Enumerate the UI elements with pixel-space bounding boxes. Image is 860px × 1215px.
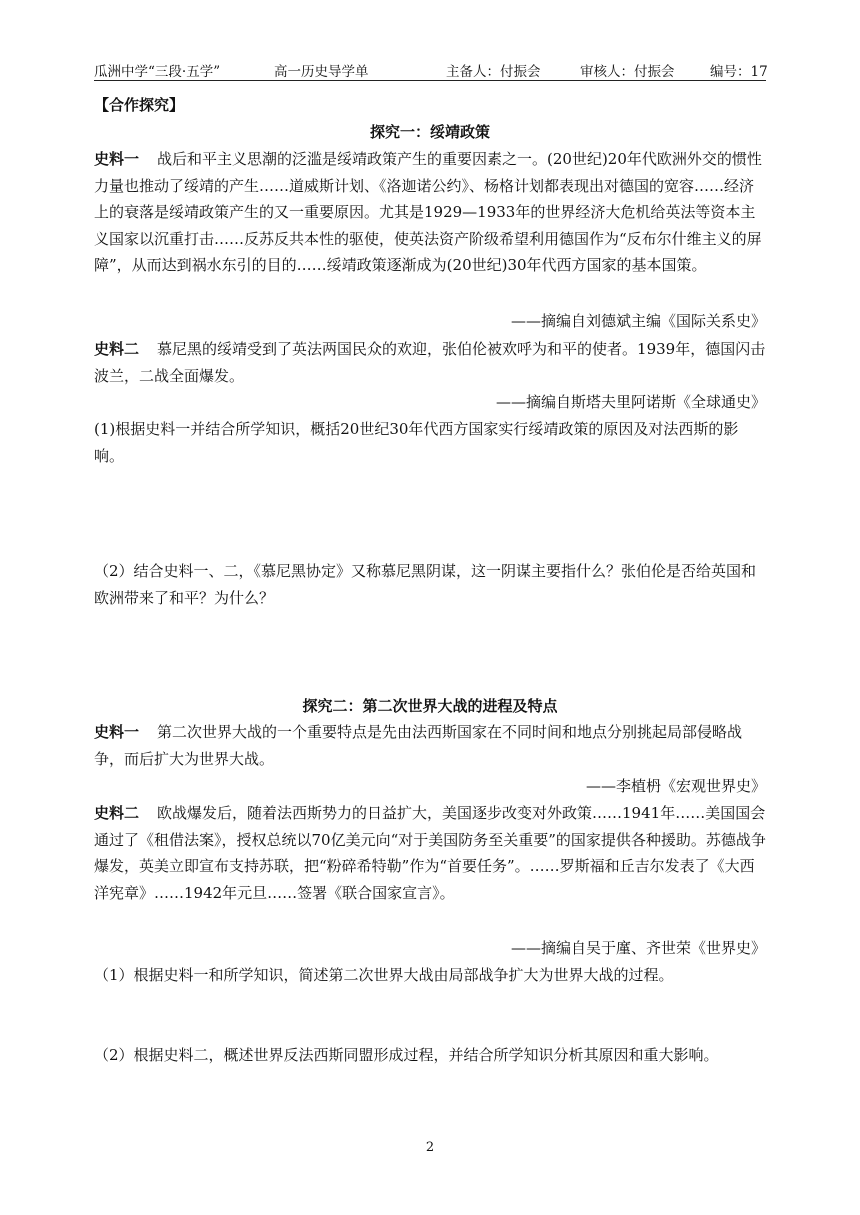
- inquiry1-source1-text: 战后和平主义思潮的泛滥是绥靖政策产生的重要因素之一。(20世纪)20年代欧洲外交的惯性力量也推动了绥靖的产生……道威斯计划、《洛迦诺公约》、杨格计划都表现出对德国的宽容……经济上的衰落是绥靖政策产生的又一重要原因。尤其是1929—1933年的世界经济大危机给英法等资本主义国家以沉重打击……反苏反共本性的驱使，使英法资产阶级希望利用德国作为“反布尔什维主义的屏障”，从而达到祸水东引的目的……绥靖政策逐渐成为(20世纪)30年代西方国家的基本国策。: [94, 150, 762, 274]
- inquiry2-source2-citation: ——摘编自吴于廑、齐世荣《世界史》: [510, 939, 766, 957]
- inquiry1-source1-citation: ——摘编自刘德斌主编《国际关系史》: [510, 312, 766, 330]
- inquiry2-source1-text: 第二次世界大战的一个重要特点是先由法西斯国家在不同时间和地点分别挑起局部侵略战争，而后扩大为世界大战。: [94, 723, 743, 768]
- header-preparer: 主备人：付振会: [446, 64, 541, 80]
- inquiry2-source2-label: 史料二: [94, 804, 140, 822]
- header-school: 瓜洲中学“三段·五学”: [94, 64, 221, 80]
- page-number: 2: [425, 1140, 435, 1155]
- header-reviewer: 审核人：付振会: [580, 64, 675, 80]
- inquiry2-source1: [94, 719, 766, 772]
- inquiry2-question2: （2）根据史料二，概述世界反法西斯同盟形成过程，并结合所学知识分析其原因和重大影响。: [94, 1046, 719, 1064]
- inquiry1-source2: [94, 336, 766, 389]
- inquiry1-question1: (1)根据史料一并结合所学知识，概括20世纪30年代西方国家实行绥靖政策的原因及对法西斯的影响。: [94, 420, 739, 465]
- inquiry2-question1: （1）根据史料一和所学知识，简述第二次世界大战由局部战争扩大为世界大战的过程。: [94, 966, 674, 984]
- inquiry1-question2: （2）结合史料一、二，《慕尼黑协定》又称慕尼黑阴谋，这一阴谋主要指什么？张伯伦是否给英国和欧洲带来了和平？为什么？: [94, 562, 757, 607]
- inquiry2-title: 探究二：第二次世界大战的进程及特点: [302, 697, 558, 715]
- header-course: 高一历史导学单: [274, 64, 369, 80]
- inquiry2-source2: [94, 800, 766, 906]
- inquiry1-title: 探究一：绥靖政策: [369, 123, 490, 141]
- header-divider: [94, 80, 766, 81]
- inquiry1-source1-label: 史料一: [94, 150, 140, 168]
- inquiry2-source1-citation: ——李植枬《宏观世界史》: [585, 777, 766, 795]
- inquiry1-source2-label: 史料二: [94, 340, 140, 358]
- section-heading: 【合作探究】: [94, 96, 185, 114]
- page-header: [94, 58, 766, 82]
- header-number: 编号：17: [710, 64, 768, 80]
- inquiry1-source2-citation: ——摘编自斯塔夫里阿诺斯《全球通史》: [495, 393, 766, 411]
- inquiry1-source2-text: 慕尼黑的绥靖受到了英法两国民众的欢迎，张伯伦被欢呼为和平的使者。1939年，德国闪击波兰，二战全面爆发。: [94, 340, 766, 385]
- inquiry2-source2-text: 欧战爆发后，随着法西斯势力的日益扩大，美国逐步改变对外政策……1941年……美国国会通过了《租借法案》，授权总统以70亿美元向“对于美国防务至关重要”的国家提供各种援助。苏德战争爆发，英美立即宣布支持苏联，把“粉碎希特勒”作为“首要任务”。……罗斯福和丘吉尔发表了《大西洋宪章》……1942年元旦……签署《联合国家宣言》。: [94, 804, 766, 902]
- inquiry1-source1: [94, 146, 766, 279]
- inquiry2-source1-label: 史料一: [94, 723, 140, 741]
